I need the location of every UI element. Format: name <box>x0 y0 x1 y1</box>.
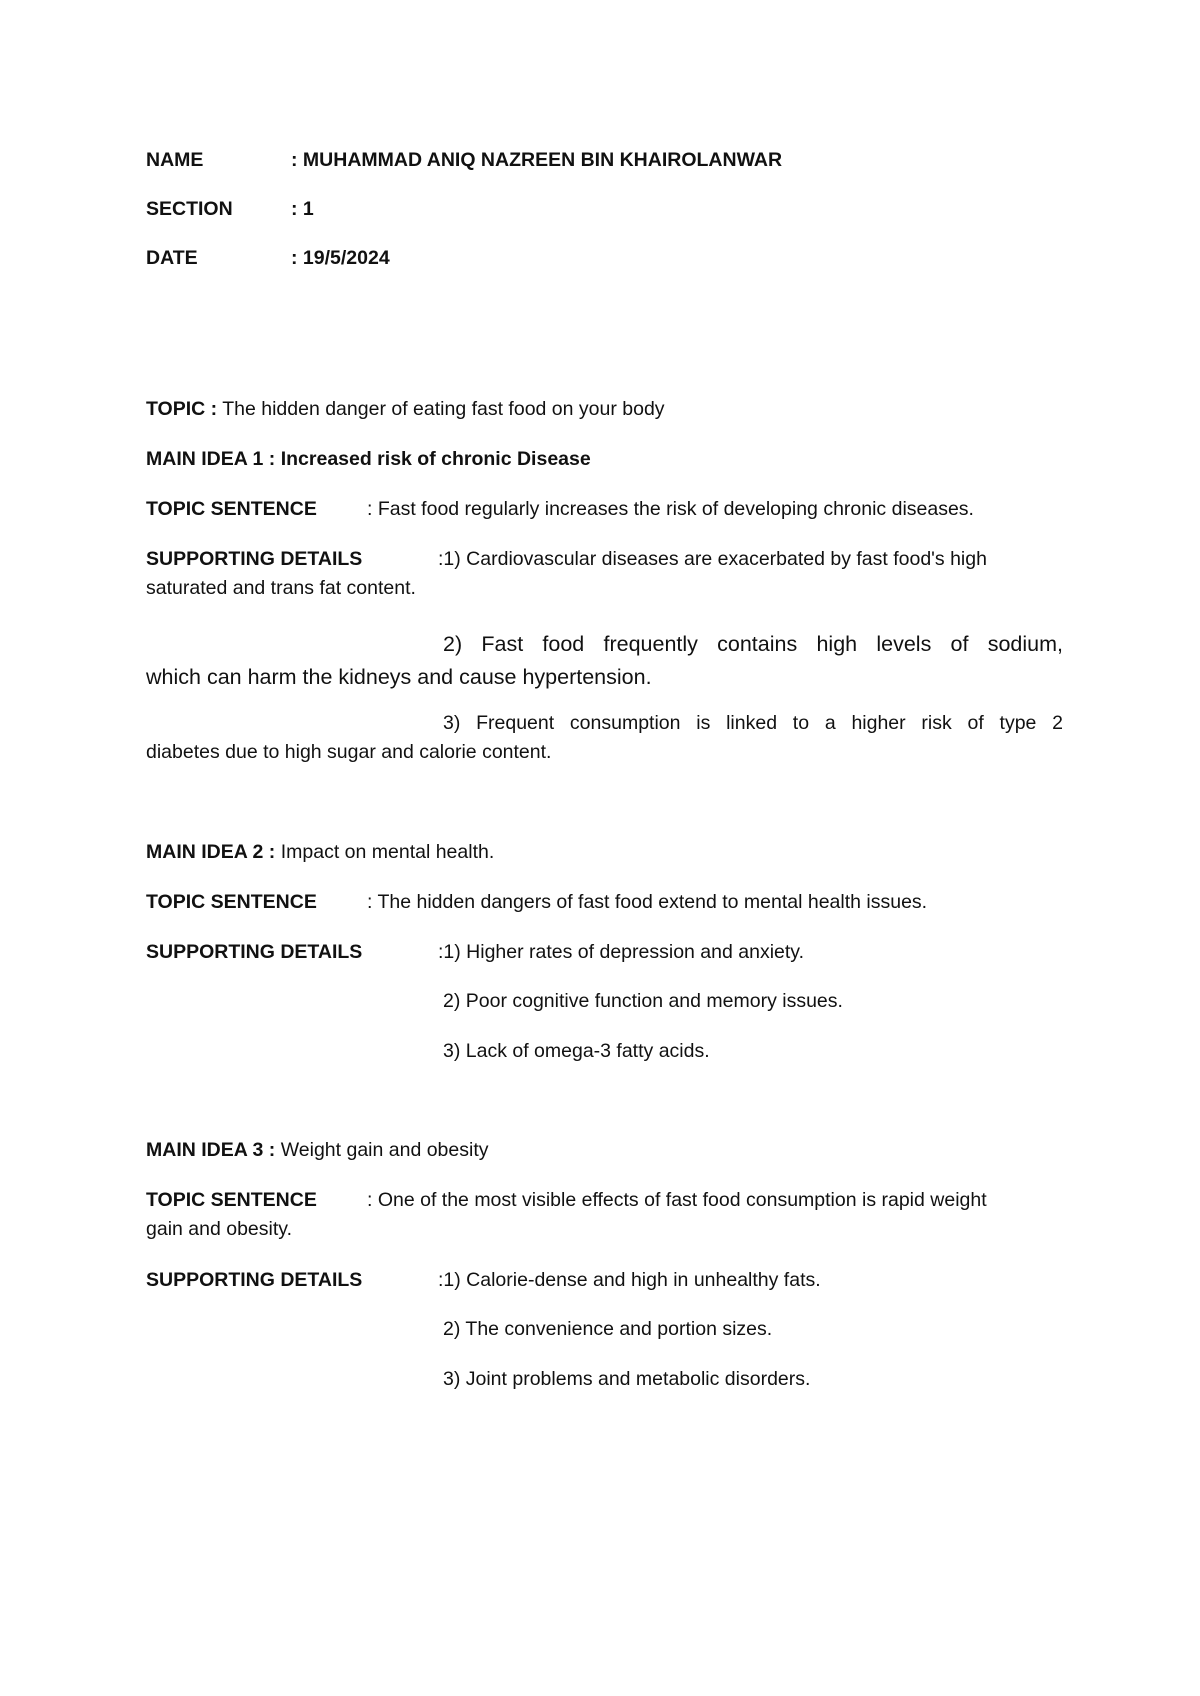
topic-sentence-1-text: : Fast food regularly increases the risk of developing chronic diseases. <box>367 498 974 520</box>
detail-3-2: 2) The convenience and portion sizes. <box>443 1318 773 1340</box>
main-idea-2-text: Impact on mental health. <box>275 841 495 863</box>
main-idea-3-label: MAIN IDEA 3 : <box>146 1139 276 1161</box>
detail-1-2: 2) Fast food frequently contains high levels of sodium, <box>443 632 1063 656</box>
section-value: : 1 <box>291 198 314 220</box>
supporting-details-3-label: SUPPORTING DETAILS <box>146 1269 363 1291</box>
topic-label: TOPIC : <box>146 398 218 420</box>
section-label: SECTION <box>146 198 233 220</box>
detail-1-2-cont: which can harm the kidneys and cause hypertension. <box>146 665 652 689</box>
topic-sentence-1 <box>146 500 974 520</box>
topic-sentence-2-text: : The hidden dangers of fast food extend to mental health issues. <box>367 891 928 913</box>
date-label: DATE <box>146 247 198 269</box>
topic-text: The hidden danger of eating fast food on your body <box>217 398 665 420</box>
detail-2-3: 3) Lack of omega-3 fatty acids. <box>443 1040 710 1062</box>
name-label: NAME <box>146 149 204 171</box>
supporting-details-1-label: SUPPORTING DETAILS <box>146 548 363 570</box>
main-idea-1-text: Increased risk of chronic Disease <box>275 448 591 470</box>
main-idea-1-label: MAIN IDEA 1 : <box>146 448 276 470</box>
detail-2-2: 2) Poor cognitive function and memory issues. <box>443 990 843 1012</box>
topic-sentence-1-label: TOPIC SENTENCE <box>146 498 317 520</box>
main-idea-3-text: Weight gain and obesity <box>275 1139 489 1161</box>
main-idea-2 <box>146 843 494 863</box>
detail-1-1-cont: saturated and trans fat content. <box>146 577 416 599</box>
supporting-details-3 <box>146 1271 821 1291</box>
topic-sentence-3 <box>146 1191 987 1211</box>
detail-3-3: 3) Joint problems and metabolic disorders. <box>443 1368 811 1390</box>
supporting-details-2-label: SUPPORTING DETAILS <box>146 941 363 963</box>
main-idea-3 <box>146 1141 489 1161</box>
name-value: : MUHAMMAD ANIQ NAZREEN BIN KHAIROLANWAR <box>291 149 783 171</box>
topic-line <box>146 400 665 420</box>
detail-1-3-cont: diabetes due to high sugar and calorie content. <box>146 741 552 763</box>
date-value: : 19/5/2024 <box>291 247 390 269</box>
main-idea-2-label: MAIN IDEA 2 : <box>146 841 276 863</box>
topic-sentence-2 <box>146 893 927 913</box>
topic-sentence-3-cont: gain and obesity. <box>146 1218 292 1240</box>
supporting-details-1 <box>146 550 987 570</box>
detail-3-1: :1) Calorie-dense and high in unhealthy fats. <box>438 1269 821 1291</box>
main-idea-1 <box>146 450 591 470</box>
supporting-details-2 <box>146 943 804 963</box>
topic-sentence-3-text: : One of the most visible effects of fast food consumption is rapid weight <box>367 1189 987 1211</box>
detail-1-3: 3) Frequent consumption is linked to a higher risk of type 2 <box>443 712 1063 734</box>
detail-1-1: :1) Cardiovascular diseases are exacerbated by fast food's high <box>438 548 987 570</box>
detail-2-1: :1) Higher rates of depression and anxiety. <box>438 941 805 963</box>
topic-sentence-3-label: TOPIC SENTENCE <box>146 1189 317 1211</box>
topic-sentence-2-label: TOPIC SENTENCE <box>146 891 317 913</box>
